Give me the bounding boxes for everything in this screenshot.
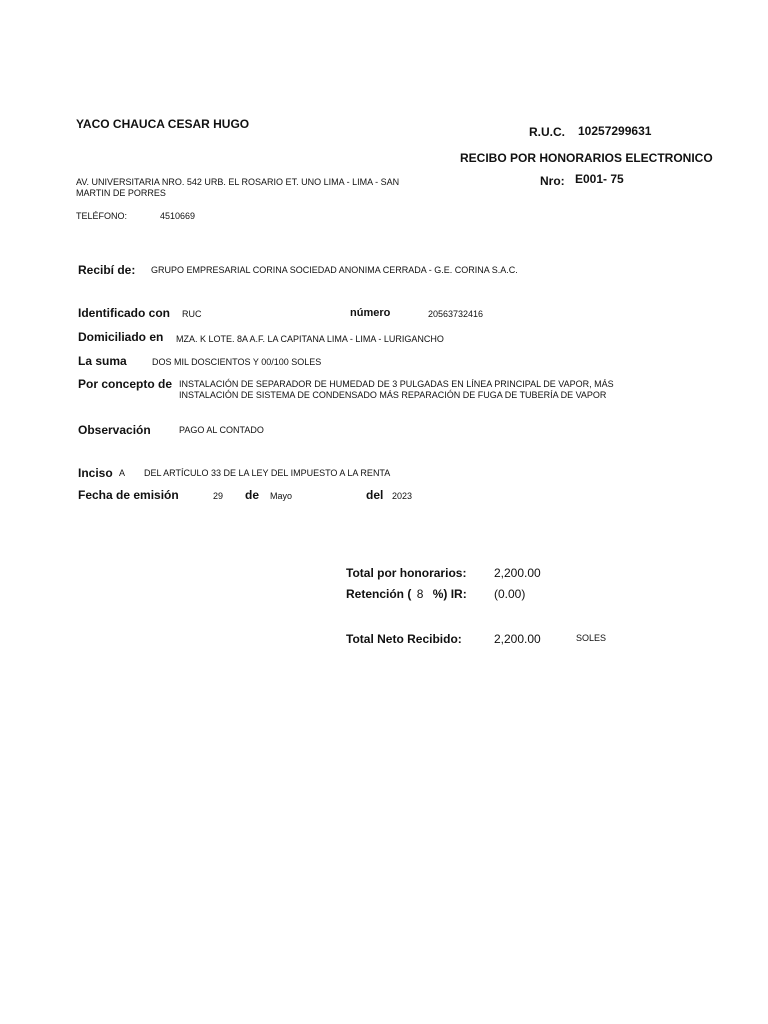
number-value: 20563732416: [428, 309, 484, 319]
phone-value: 4510669: [160, 211, 196, 221]
number-label: número: [350, 307, 391, 319]
net-label: Total Neto Recibido:: [346, 632, 462, 646]
domicile-value: MZA. K LOTE. 8A A.F. LA CAPITANA LIMA - LIMA - LURIGANCHO: [176, 334, 444, 344]
ruc-label: R.U.C.: [529, 125, 565, 139]
received-from-value: GRUPO EMPRESARIAL CORINA SOCIEDAD ANONIMA CERRADA - G.E. CORINA S.A.C.: [151, 265, 518, 275]
inciso-value: A: [119, 468, 126, 478]
observation-label: Observación: [78, 423, 151, 437]
identified-label: Identificado con: [78, 306, 171, 320]
fees-value: 2,200.00: [494, 566, 541, 580]
document-title: RECIBO POR HONORARIOS ELECTRONICO: [460, 151, 713, 165]
date-de-label: de: [245, 488, 260, 502]
date-year: 2023: [392, 491, 413, 501]
nro-value: E001- 75: [575, 172, 624, 186]
inciso-label: Inciso: [78, 466, 113, 480]
concept-label: Por concepto de: [78, 377, 173, 391]
concept-line2: INSTALACIÓN DE SISTEMA DE CONDENSADO MÁS REPARACIÓN DE FUGA DE TUBERÍA DE VAPOR: [179, 390, 607, 400]
sum-value: DOS MIL DOSCIENTOS Y 00/100 SOLES: [152, 357, 322, 367]
retention-rate: 8: [416, 587, 424, 601]
date-month: Mayo: [270, 491, 293, 501]
inciso-text: DEL ARTÍCULO 33 DE LA LEY DEL IMPUESTO A LA RENTA: [144, 468, 391, 478]
sum-label: La suma: [78, 354, 127, 368]
retention-label-start: Retención (: [346, 587, 412, 601]
net-value: 2,200.00: [494, 632, 541, 646]
fees-label: Total por honorarios:: [346, 566, 467, 580]
retention-label-end: %) IR:: [432, 587, 467, 601]
concept-line1: INSTALACIÓN DE SEPARADOR DE HUMEDAD DE 3 PULGADAS EN LÍNEA PRINCIPAL DE VAPOR, MÁS: [179, 379, 614, 389]
received-from-label: Recibí de:: [78, 263, 136, 277]
date-label: Fecha de emisión: [78, 488, 179, 502]
currency-label: SOLES: [576, 633, 607, 643]
identified-type: RUC: [182, 309, 202, 319]
date-del-label: del: [366, 488, 384, 502]
domicile-label: Domiciliado en: [78, 330, 164, 344]
issuer-name: YACO CHAUCA CESAR HUGO: [76, 117, 250, 131]
retention-value: (0.00): [494, 587, 526, 601]
issuer-address-line1: AV. UNIVERSITARIA NRO. 542 URB. EL ROSARIO ET. UNO LIMA - LIMA - SAN: [76, 177, 400, 187]
phone-label: TELÉFONO:: [76, 211, 128, 221]
issuer-address-line2: MARTIN DE PORRES: [76, 188, 166, 198]
nro-label: Nro:: [540, 174, 565, 188]
observation-value: PAGO AL CONTADO: [179, 425, 264, 435]
retention-label: [346, 587, 467, 601]
date-day: 29: [213, 491, 224, 501]
ruc-value: 10257299631: [578, 124, 652, 138]
